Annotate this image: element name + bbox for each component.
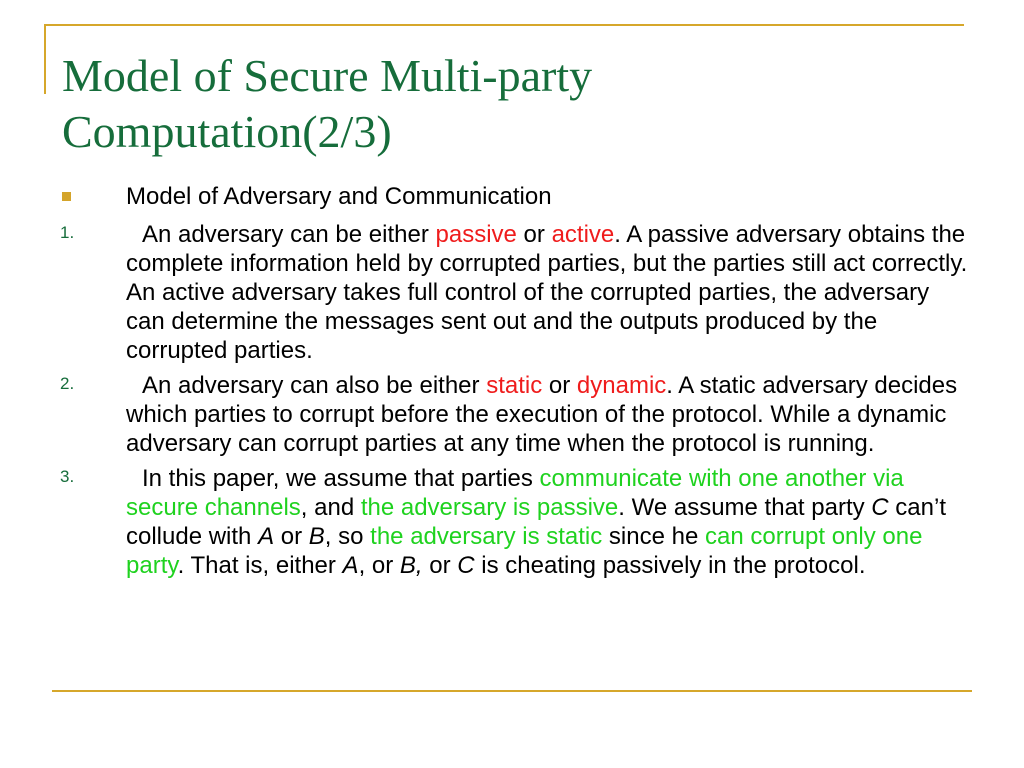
bottom-rule [52,690,972,692]
item-number: 2. [60,374,75,393]
numbered-item-1 [60,220,970,365]
highlight-corrupt-one-party: can corrupt only one party [126,523,923,579]
item-number: 1. [60,223,75,242]
party-a: A [342,552,359,579]
item-text [126,220,970,365]
bullet-text: Model of Adversary and Communication [126,183,552,210]
text-segment: An adversary can be either [142,221,436,248]
text-segment: or [274,523,309,550]
party-c: C [457,552,475,579]
slide-title [62,48,962,160]
text-segment: is cheating passively in the protocol. [474,552,866,579]
party-a: A [258,523,275,550]
highlight-dynamic: dynamic [576,372,667,399]
highlight-static: static [486,372,543,399]
text-segment: , or [358,552,400,579]
party-b: B [308,523,325,550]
text-segment: In this paper, we assume that parties [142,465,540,492]
item-text [126,464,970,580]
text-segment: . That is, either [177,552,343,579]
top-rule [44,24,964,26]
item-number: 3. [60,467,75,486]
item-text [126,371,970,458]
text-segment: or [516,221,552,248]
highlight-active: active [551,221,615,248]
slide-body [60,182,970,580]
text-segment: can’t collude with [126,494,946,550]
text-segment: or [422,552,458,579]
square-bullet-icon [62,192,71,201]
text-segment: . A passive adversary obtains the complete information held by corrupted parties, but the parties still act correctly. An active adversary takes full control of the corrupted parties, the adversary can determine the messages sent out and the outputs produced by the corrupted parties. [126,221,968,364]
text-segment: or [542,372,577,399]
text-segment: . We assume that party [618,494,872,521]
bullet-item [60,182,970,214]
party-b: B, [399,552,423,579]
highlight-secure-channels: communicate with one another via secure channels [126,465,904,521]
party-c: C [871,494,889,521]
highlight-adversary-passive: the adversary is passive [360,494,619,521]
text-segment: An adversary can also be either [142,372,487,399]
numbered-item-3 [60,464,970,580]
slide-title-line-2: Computation(2/3) [62,106,392,157]
left-rule [44,24,46,94]
text-segment: since he [602,523,705,550]
numbered-item-2 [60,371,970,458]
slide-title-line-1: Model of Secure Multi-party [62,50,593,101]
text-segment: , and [300,494,361,521]
text-segment: . A static adversary decides which parties to corrupt before the execution of the protocol. While a dynamic adversary can corrupt parties at any time when the protocol is running. [126,372,958,457]
highlight-passive: passive [435,221,517,248]
text-segment: , so [324,523,371,550]
highlight-adversary-static: the adversary is static [370,523,603,550]
